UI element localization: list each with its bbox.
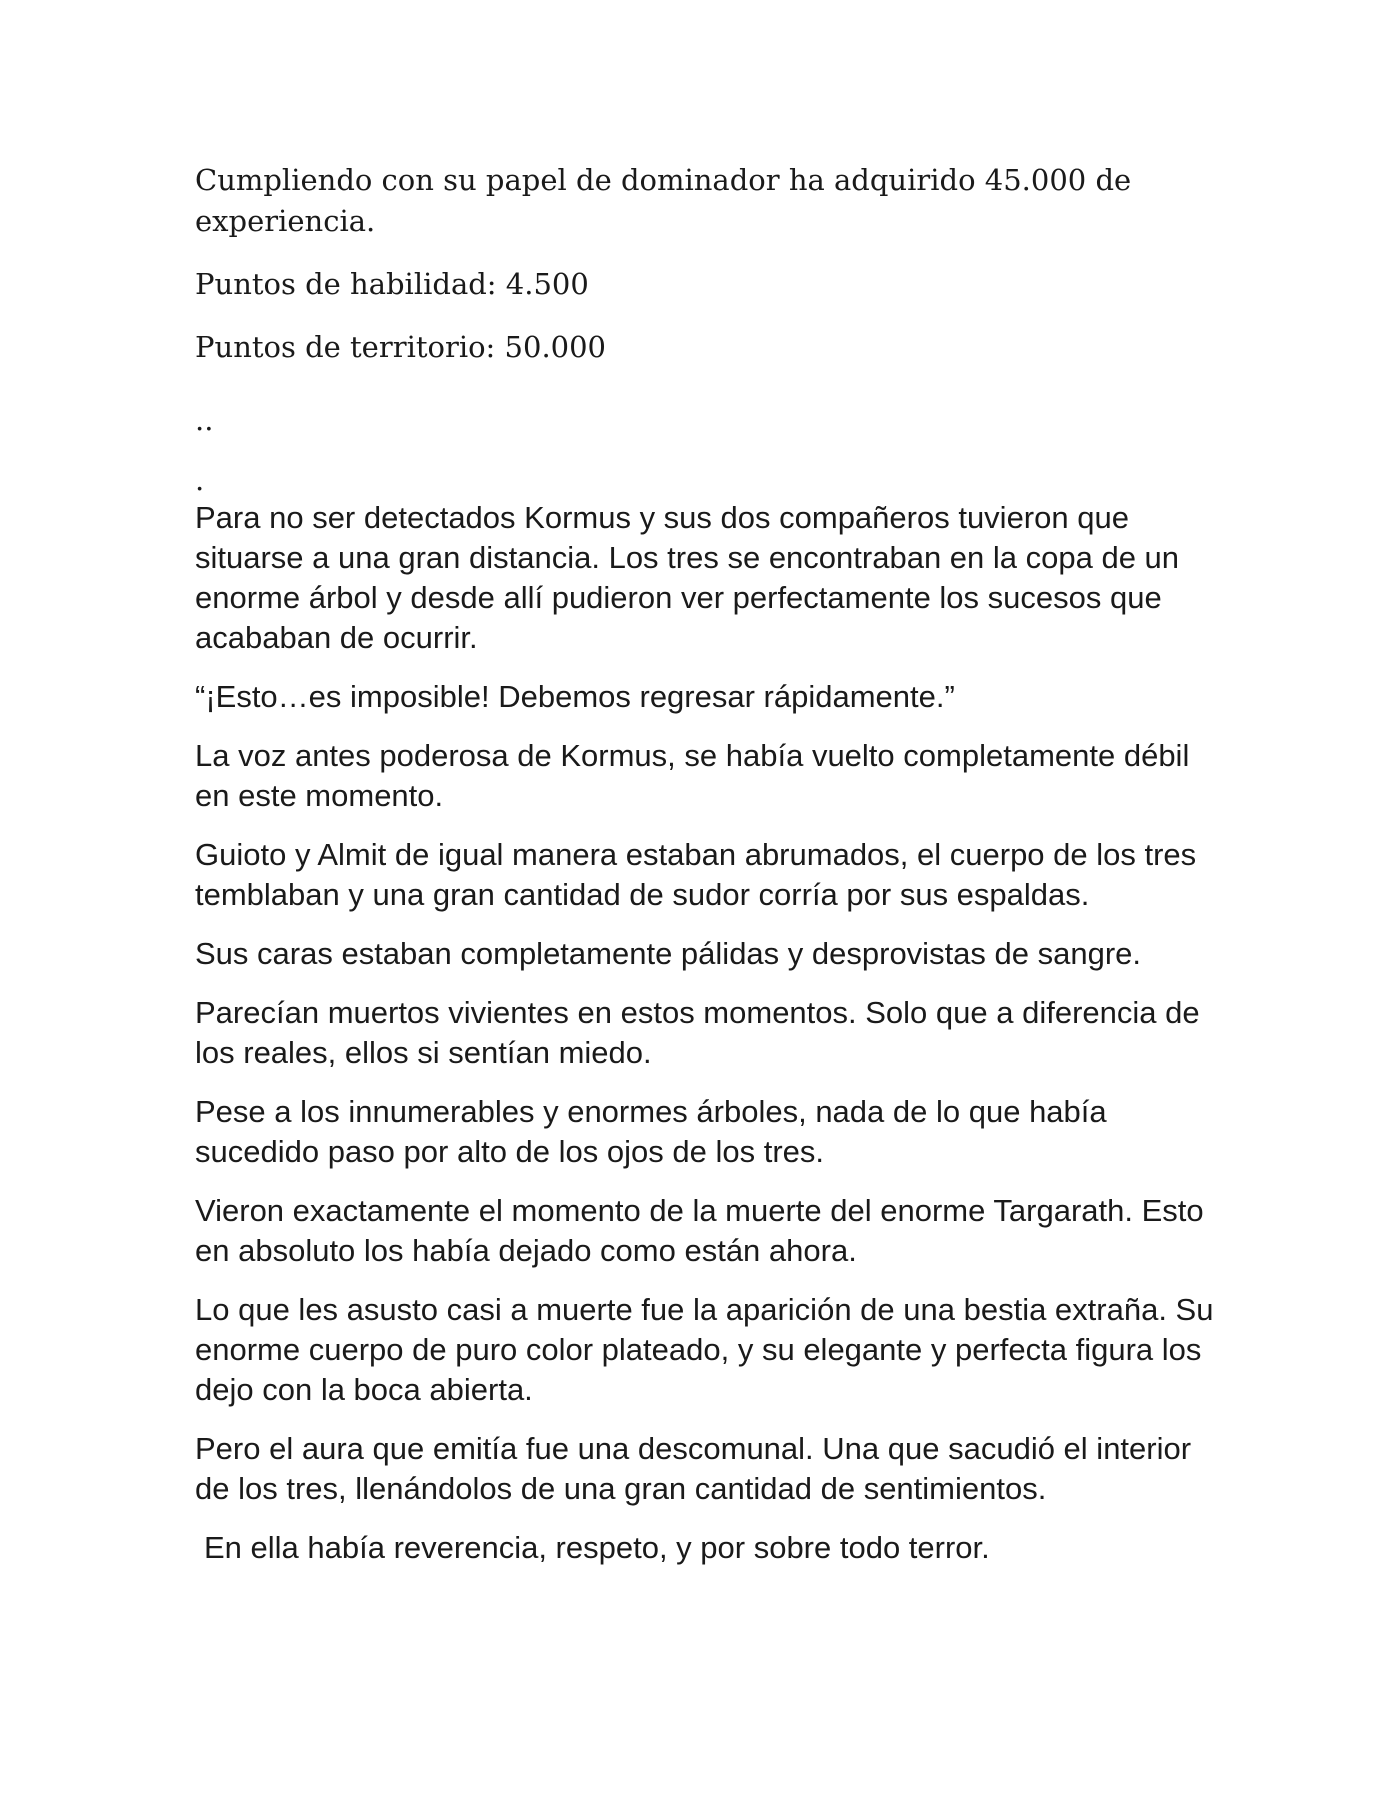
experience-notice: Cumpliendo con su papel de dominador ha adquirido 45.000 de experiencia. [195,163,1132,238]
paragraph: Parecían muertos vivientes en estos momentos. Solo que a diferencia de los reales, ellos si sentían miedo. [195,995,1200,1070]
paragraph: Para no ser detectados Kormus y sus dos compañeros tuvieron que situarse a una gran distancia. Los tres se encontraban en la copa de un enorme árbol y desde allí pudieron ver perfectamente los sucesos que acababan de ocurrir. [195,500,1180,655]
dialogue-paragraph: “¡Esto…es imposible! Debemos regresar rápidamente.” [195,679,955,714]
territory-points-line: Puntos de territorio: 50.000 [195,330,607,364]
paragraph: Vieron exactamente el momento de la muerte del enorme Targarath. Esto en absoluto los había dejado como están ahora. [195,1193,1204,1268]
skill-points-line: Puntos de habilidad: 4.500 [195,267,589,301]
paragraph: Lo que les asusto casi a muerte fue la aparición de una bestia extraña. Su enorme cuerpo de puro color plateado, y su elegante y perfecta figura los dejo con la boca abierta. [195,1292,1214,1407]
paragraph: En ella había reverencia, respeto, y por sobre todo terror. [204,1530,990,1565]
narrative-body [195,498,1215,1587]
scene-break-single-dot: . [195,463,205,497]
scene-break-double-dot: .. [195,403,214,437]
paragraph: Pero el aura que emitía fue una descomunal. Una que sacudió el interior de los tres, llenándolos de una gran cantidad de sentimientos. [195,1431,1192,1506]
paragraph: Sus caras estaban completamente pálidas y desprovistas de sangre. [195,936,1142,971]
paragraph: La voz antes poderosa de Kormus, se había vuelto completamente débil en este momento. [195,738,1190,813]
paragraph: Guioto y Almit de igual manera estaban abrumados, el cuerpo de los tres temblaban y una gran cantidad de sudor corría por sus espaldas. [195,837,1197,912]
game-notification-block [195,160,1205,510]
paragraph: Pese a los innumerables y enormes árboles, nada de lo que había sucedido paso por alto de los ojos de los tres. [195,1094,1107,1169]
